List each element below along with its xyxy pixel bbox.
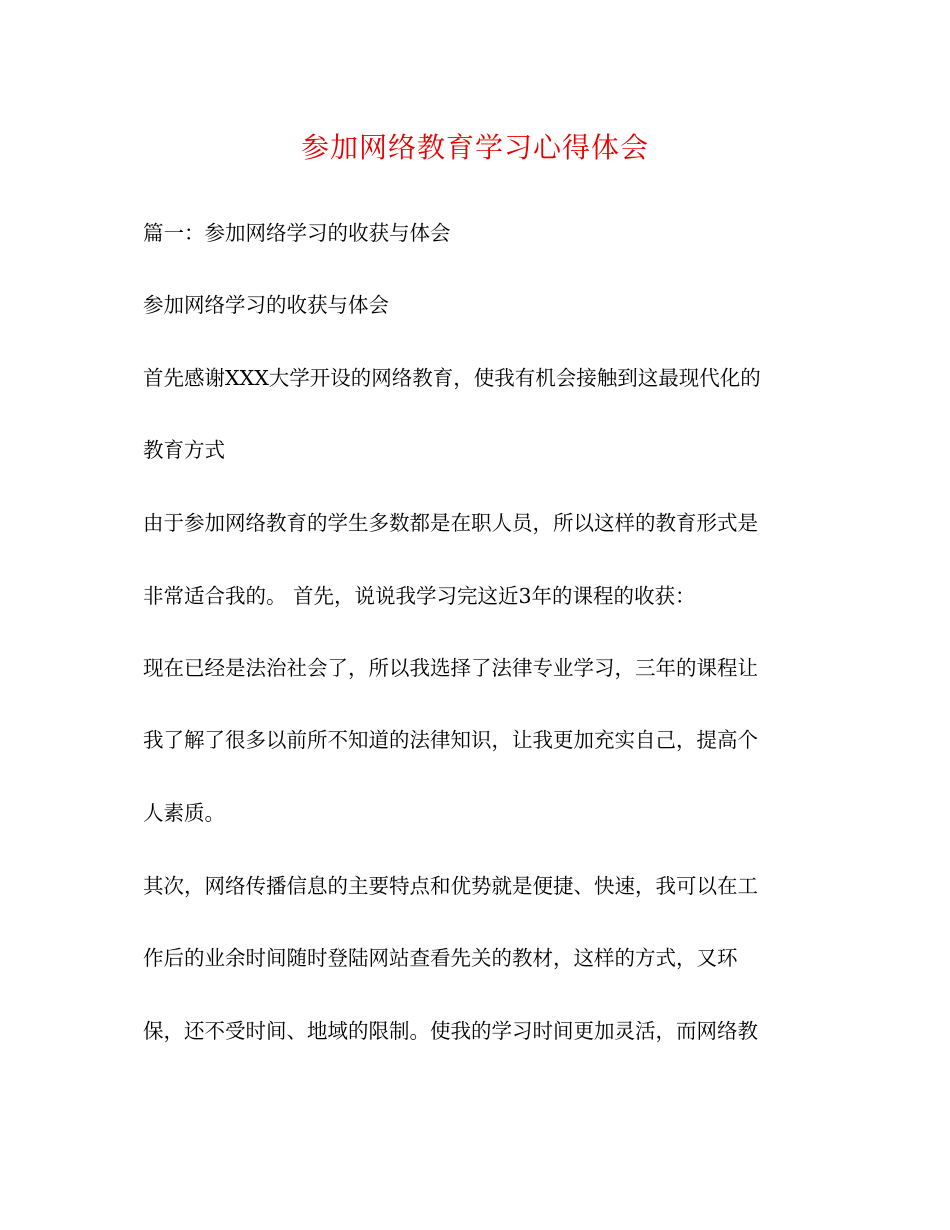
paragraph-line: 非常适合我的。 首先，说说我学习完这近3年的课程的收获： — [143, 584, 696, 608]
paragraph-line: 保，还不受时间、地域的限制。使我的学习时间更加灵活，而网络教 — [143, 1019, 758, 1043]
paragraph-line: 教育方式 — [143, 438, 225, 462]
paragraph-line: 我了解了很多以前所不知道的法律知识，让我更加充实自己，提高个 — [143, 728, 758, 752]
subheading: 参加网络学习的收获与体会 — [143, 293, 389, 317]
paragraph-line: 人素质。 — [143, 801, 225, 825]
paragraph-line: 其次，网络传播信息的主要特点和优势就是便捷、快速，我可以在工 — [143, 874, 758, 898]
document-title: 参加网络教育学习心得体会 — [300, 131, 649, 164]
paragraph-line: 由于参加网络教育的学生多数都是在职人员，所以这样的教育形式是 — [143, 511, 758, 535]
section-heading: 篇一：参加网络学习的收获与体会 — [143, 221, 451, 245]
paragraph-line: 作后的业余时间随时登陆网站查看先关的教材，这样的方式，又环 — [143, 946, 738, 970]
paragraph-line: 现在已经是法治社会了，所以我选择了法律专业学习，三年的课程让 — [143, 656, 758, 680]
paragraph-line: 首先感谢XXX大学开设的网络教育，使我有机会接触到这最现代化的 — [143, 366, 761, 390]
